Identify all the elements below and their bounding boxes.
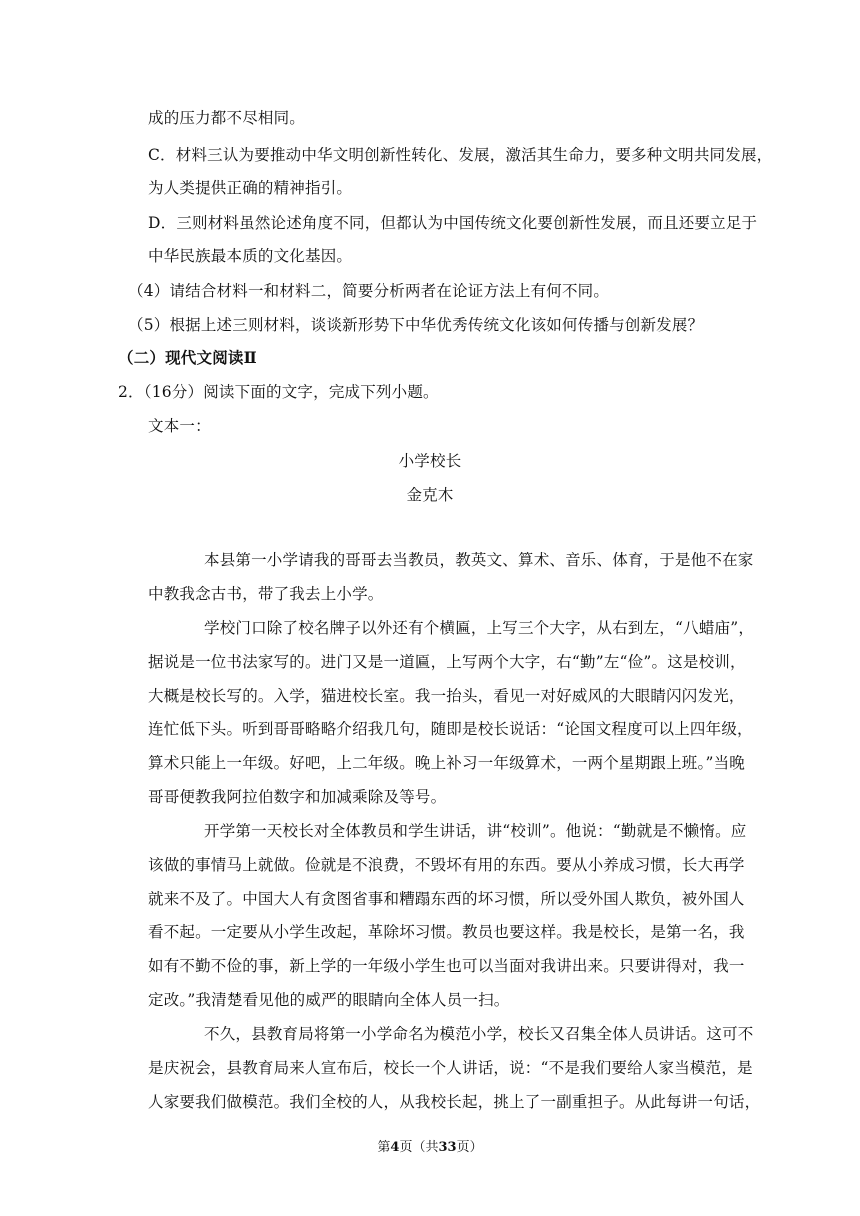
sub-question-5: （5）根据上述三则材料，谈谈新形势下中华优秀传统文化该如何传播与创新发展？ bbox=[128, 316, 704, 334]
article-author: 金克木 bbox=[406, 486, 454, 504]
text-line: 中华民族最本质的文化基因。 bbox=[148, 247, 353, 265]
sub-question-4: （4）请结合材料一和材料二，简要分析两者在论证方法上有何不同。 bbox=[128, 282, 610, 300]
paragraph-line: 学校门口除了校名牌子以外还有个横匾，上写三个大字，从右到左，“八蜡庙”， bbox=[204, 619, 755, 637]
paragraph-line: 本县第一小学请我的哥哥去当教员，教英文、算术、音乐、体育，于是他不在家 bbox=[204, 551, 754, 569]
page-footer bbox=[0, 1140, 860, 1156]
total-pages-number: 33 bbox=[438, 1140, 457, 1155]
paragraph-line: 开学第一天校长对全体教员和学生讲话，讲“校训”。他说：“勤就是不懒惰。应 bbox=[204, 822, 747, 840]
footer-prefix: 第 bbox=[377, 1140, 391, 1155]
paragraph-line: 该做的事情马上就做。俭就是不浪费，不毁坏有用的东西。要从小养成习惯，长大再学 bbox=[148, 856, 745, 874]
paragraph-line: 看不起。一定要从小学生改起，革除坏习惯。教员也要这样。我是校长，是第一名，我 bbox=[148, 923, 745, 941]
paragraph-line: 哥哥便教我阿拉伯数字和加减乘除及等号。 bbox=[148, 788, 447, 806]
paragraph-line: 中教我念古书，带了我去上小学。 bbox=[148, 585, 384, 603]
footer-middle: 页（共 bbox=[399, 1140, 439, 1155]
article-title: 小学校长 bbox=[398, 452, 462, 470]
text-one-label: 文本一： bbox=[148, 417, 211, 435]
paragraph-line: 定改。”我清楚看见他的威严的眼睛向全体人员一扫。 bbox=[148, 991, 510, 1009]
paragraph-line: 如有不勤不俭的事，新上学的一年级小学生也可以当面对我讲出来。只要讲得对，我一 bbox=[148, 957, 745, 975]
paragraph-line: 是庆祝会，县教育局来人宣布后，校长一个人讲话，说：“不是我们要给人家当模范，是 bbox=[148, 1059, 753, 1077]
paragraph-line: 连忙低下头。听到哥哥略略介绍我几句，随即是校长说话：“论国文程度可以上四年级， bbox=[148, 720, 753, 738]
text-line: 为人类提供正确的精神指引。 bbox=[148, 179, 353, 197]
section-heading: （二）现代文阅读Ⅱ bbox=[118, 348, 257, 367]
current-page-number: 4 bbox=[390, 1140, 400, 1155]
paragraph-line: 算术只能上一年级。好吧，上二年级。晚上补习一年级算术，一两个星期跟上班。”当晚 bbox=[148, 754, 745, 772]
paragraph-line: 人家要我们做模范。我们全校的人，从我校长起，挑上了一副重担子。从此每讲一句话， bbox=[148, 1093, 761, 1111]
paragraph-line: 就来不及了。中国大人有贪图省事和糟蹋东西的坏习惯，所以受外国人欺负，被外国人 bbox=[148, 890, 745, 908]
paragraph-line: 不久，县教育局将第一小学命名为模范小学，校长又召集全体人员讲话。这可不 bbox=[204, 1025, 754, 1043]
option-d: D．三则材料虽然论述角度不同，但都认为中国传统文化要创新性发展，而且还要立足于 bbox=[148, 214, 758, 232]
question-2-prompt: 2．（16分）阅读下面的文字，完成下列小题。 bbox=[118, 383, 439, 401]
option-c: C．材料三认为要推动中华文明创新性转化、发展，激活其生命力，要多种文明共同发展， bbox=[148, 146, 773, 164]
footer-suffix: 页） bbox=[456, 1140, 483, 1155]
paragraph-line: 大概是校长写的。入学，猫进校长室。我一抬头，看见一对好威风的大眼睛闪闪发光， bbox=[148, 687, 745, 705]
paragraph-line: 据说是一位书法家写的。进门又是一道匾，上写两个大字，右“勤”左“俭”。这是校训， bbox=[148, 653, 746, 671]
text-line: 成的压力都不尽相同。 bbox=[148, 109, 306, 127]
